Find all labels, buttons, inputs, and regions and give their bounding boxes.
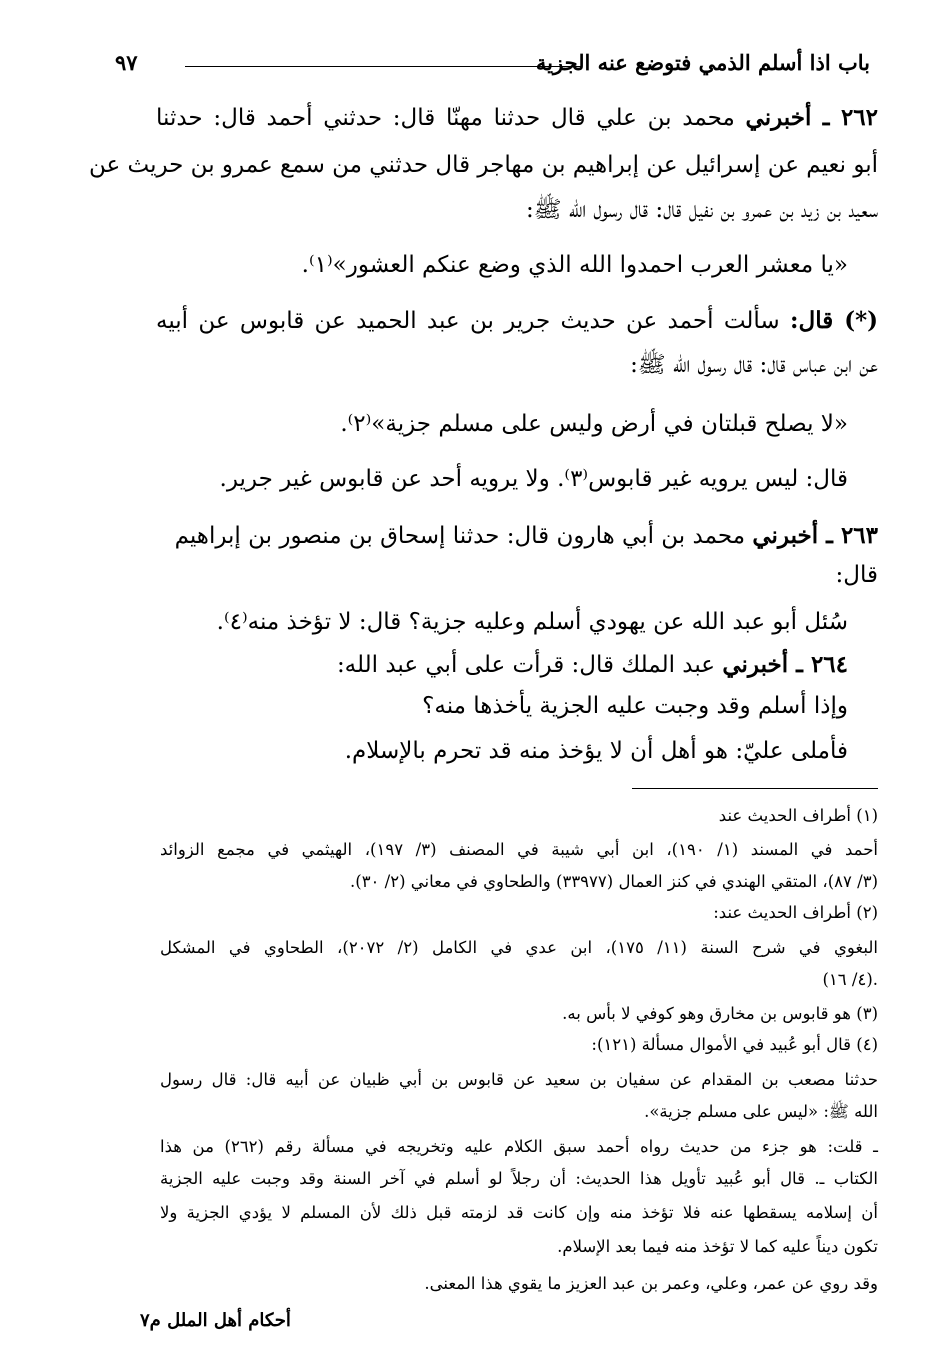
text-run: محمد بن أبي هارون قال: حدثنا إسحاق بن منصور بن إبراهيم: [174, 523, 753, 549]
qala-line-1: [156, 301, 878, 341]
qala-comment: قال: ليس يرويه غير قابوس⁽٣⁾. ولا يرويه أحد عن قابوس غير جرير.: [219, 466, 848, 492]
running-header-title: باب اذا أسلم الذمي فتوضع عنه الجزية: [535, 50, 870, 75]
footnote-4-line-1: حدثنا مصعب بن المقدام عن سفيان بن سعيد عن قابوس بن أبي ظبيان عن أبيه قال: قال رسول: [160, 1070, 878, 1089]
hadith-number: ٢٦٤ ـ أخبرني: [722, 651, 848, 678]
footnote-4-line-4: الكتاب ـ. قال أبو عُبيد تأويل هذا الحديث: أن رجلاً لو أسلم في آخر السنة وقد وجبت عليه الجزية: [160, 1169, 878, 1188]
signature-mark: أحكام أهل الملل م٧: [140, 1310, 291, 1331]
footnote-4-head: (٤) قال أبو عُبيد في الأموال مسألة (١٢١):: [591, 1035, 878, 1054]
hadith-number: ٢٦٢ ـ أخبرني: [745, 104, 878, 131]
footnote-2-line-2: (٤/ ١٦).: [822, 970, 878, 989]
page-number: ٩٧: [115, 50, 138, 75]
hadith-263-line-2: قال:: [835, 562, 878, 588]
text-run: عبد الملك قال: قرأت على أبي عبد الله:: [336, 652, 723, 678]
hadith-263-answer: سُئل أبو عبد الله عن يهودي أسلم وعليه جزية؟ قال: لا تؤخذ منه⁽٤⁾.: [216, 609, 848, 635]
hadith-264-line-1: [337, 645, 848, 685]
footnote-4-line-3: ـ قلت: هو جزء من حديث رواه أحمد سبق الكلام عليه وتخريجه في مسألة رقم (٢٦٢) من هذا: [160, 1137, 878, 1156]
text-run: سألت أحمد عن حديث جرير بن عبد الحميد عن قابوس عن أبيه: [156, 308, 790, 334]
footnote-4-line-6: تكون ديناً عليه كما لا تؤخذ منه فيما بعد الإسلام.: [557, 1237, 878, 1256]
qala-label: (*) قال:: [790, 307, 878, 334]
hadith-263-line-1: [175, 516, 878, 556]
footnote-4-line-7: وقد روي عن عمر، وعلي، وعمر بن عبد العزيز ما يقوي هذا المعنى.: [424, 1274, 878, 1293]
hadith-262-quote: «يا معشر العرب احمدوا الله الذي وضع عنكم العشور»⁽١⁾.: [301, 252, 848, 278]
footnote-3: (٣) هو قابوس بن مخارق وهو كوفي لا بأس به.: [562, 1004, 878, 1023]
footnote-1-line-1: أحمد في المسند (١/ ١٩٠)، ابن أبي شيبة في المصنف (٣/ ١٩٧)، الهيثمي في مجمع الزوائد: [160, 840, 878, 859]
header-rule: [185, 66, 582, 67]
hadith-262-line-3: سعيد بن زيد بن عمرو بن نفيل قال: قال رسول الله ﷺ:: [526, 197, 878, 223]
hadith-262-line-1: [156, 98, 878, 138]
footnote-1-head: (١) أطراف الحديث عند: [718, 806, 878, 825]
hadith-262-line-2: أبو نعيم عن إسرائيل عن إبراهيم بن مهاجر قال حدثني من سمع عمرو بن حريث عن: [88, 152, 878, 178]
hadith-264-question: وإذا أسلم وقد وجبت عليه الجزية يأخذها منه؟: [422, 693, 848, 719]
qala-line-2: عن ابن عباس قال: قال رسول الله ﷺ:: [630, 352, 878, 378]
hadith-264-answer: فأملى عليّ: هو أهل أن لا يؤخذ منه قد تحرم بالإسلام.: [344, 738, 848, 764]
text-run: محمد بن علي قال حدثنا مهنّا قال: حدثني أحمد قال: حدثنا: [156, 105, 746, 131]
footnote-2-line-1: البغوي في شرح السنة (١١/ ١٧٥)، ابن عدي في الكامل (٢/ ٢٠٧٢)، الطحاوي في المشكل: [160, 938, 878, 957]
qala-quote: «لا يصلح قبلتان في أرض وليس على مسلم جزية»⁽٢⁾.: [340, 411, 848, 437]
footnote-1-line-2: (٣/ ٨٧)، المتقي الهندي في كنز العمال (٣٣٩٧٧) والطحاوي في معاني (٢/ ٣٠).: [350, 872, 878, 891]
hadith-number: ٢٦٣ ـ أخبرني: [752, 522, 878, 549]
footnote-2-head: (٢) أطراف الحديث عند:: [713, 903, 878, 922]
footnote-4-line-5: أن إسلامه يسقطها عنه فلا تؤخذ منه وإن كانت قد لزمته قبل ذلك لأن المسلم لا يؤدي الجزية ولا: [160, 1203, 878, 1222]
footnote-separator: [632, 788, 878, 789]
footnote-4-line-2: الله ﷺ: «ليس على مسلم جزية».: [644, 1102, 878, 1121]
